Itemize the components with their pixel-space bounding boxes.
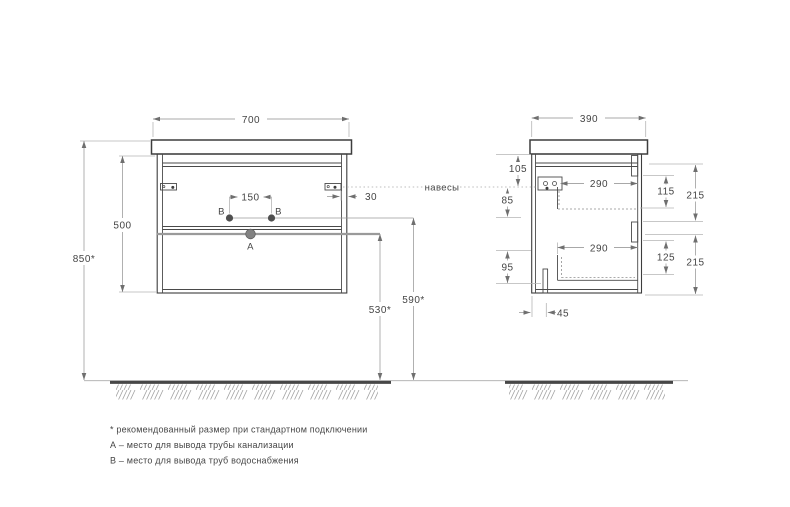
svg-text:150: 150 [241,192,260,204]
side-cabinet-body [532,154,642,293]
dim-95 [497,261,519,274]
svg-text:530*: 530* [368,305,392,316]
side-hanger-bracket [538,177,562,190]
front-view [152,140,414,293]
svg-text:590*: 590* [402,295,425,306]
point-b-left-label: В [218,206,225,218]
dim-290-top [584,177,614,190]
dim-215-bottom [683,256,708,269]
svg-text:125: 125 [656,252,676,264]
dim-700 [235,113,267,127]
dim-500 [107,218,138,232]
svg-text:45: 45 [556,308,570,320]
water-outlet-right-point [268,214,275,221]
dim-45 [557,309,569,320]
dim-85 [497,194,519,207]
water-outlet-left-point [226,214,233,221]
dim-590 [397,292,431,306]
svg-text:290: 290 [589,243,609,255]
dim-30 [365,192,377,203]
svg-text:30: 30 [364,192,378,203]
point-b-right-label: В [275,206,282,218]
svg-text:500: 500 [113,220,132,232]
svg-text:850*: 850* [72,254,96,265]
dim-290-bottom [584,241,614,255]
svg-text:215: 215 [686,257,705,269]
svg-text:105: 105 [508,164,528,175]
dim-125 [654,251,678,264]
front-right-hanger [325,184,341,191]
svg-text:290: 290 [589,179,609,190]
dim-215-top [683,189,708,202]
front-cabinet-body [157,154,347,293]
hangers-label: навесы [424,182,460,194]
footnote-point-a: А – место для вывода трубы канализации [110,440,294,450]
footnote-point-b: В – место для вывода труб водоснабжения [110,455,299,466]
drain-outlet-point [246,229,256,239]
svg-text:700: 700 [241,115,261,126]
front-countertop [152,140,352,154]
footnote-recommended-size: * рекомендованный размер при стандартном подключении [110,424,368,435]
side-view [530,140,648,293]
side-countertop [530,140,648,154]
dim-115 [654,185,678,198]
dim-530 [364,302,397,316]
footnotes [110,425,367,466]
top-drawer-front-section [632,156,638,177]
point-a-label: А [247,241,254,253]
dim-105 [505,162,531,175]
svg-text:85: 85 [501,195,514,207]
dim-390 [573,112,605,126]
dim-150 [241,193,259,204]
floor [84,381,688,400]
svg-text:95: 95 [501,262,514,274]
svg-text:215: 215 [686,190,705,202]
floor-hatching-side [509,385,665,400]
svg-text:115: 115 [657,186,675,198]
dim-850 [67,251,101,265]
bottom-drawer-front-section [632,222,638,242]
floor-hatching-front [116,385,378,400]
svg-text:390: 390 [579,114,599,125]
